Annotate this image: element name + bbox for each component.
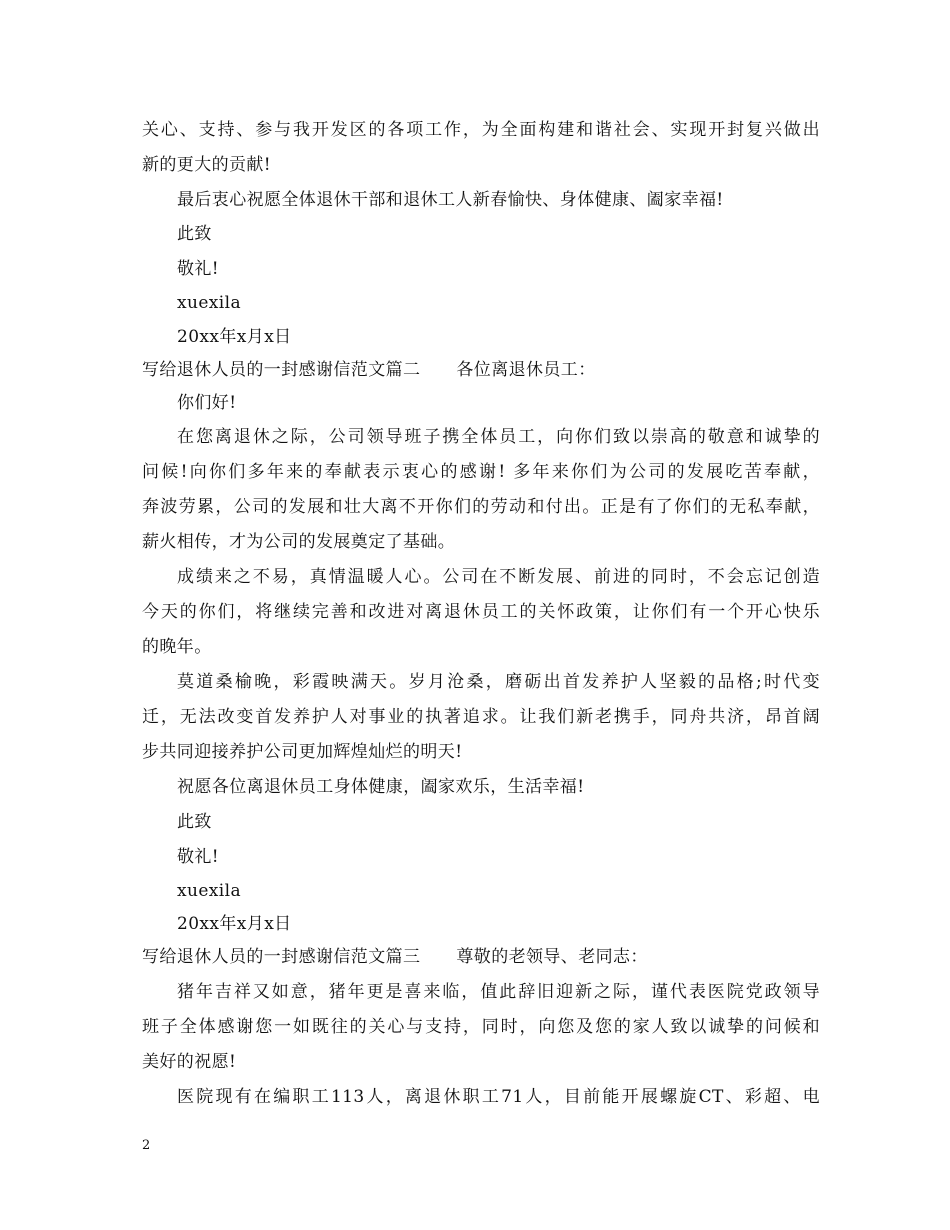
signature-date: 20xx年x月x日 bbox=[177, 327, 292, 347]
paragraph-line: 美好的祝愿! bbox=[142, 1052, 237, 1072]
paragraph-line: 新的更大的贡献! bbox=[142, 155, 272, 175]
paragraph-line: 步共同迎接养护公司更加辉煌灿烂的明天! bbox=[142, 742, 463, 762]
paragraph-line: 班子全体感谢您一如既往的关心与支持，同时，向您及您的家人致以诚挚的问候和 bbox=[142, 1017, 820, 1037]
signature-date: 20xx年x月x日 bbox=[177, 914, 292, 934]
signature-name: xuexila bbox=[177, 293, 241, 313]
paragraph-line: 今天的你们，将继续完善和改进对离退休员工的关怀政策，让你们有一个开心快乐 bbox=[142, 602, 820, 622]
section-heading-3 bbox=[142, 946, 648, 968]
closing-regards: 敬礼! bbox=[177, 259, 220, 279]
section-heading-2 bbox=[142, 359, 596, 381]
paragraph-line: 猪年吉祥又如意，猪年更是喜来临，值此辞旧迎新之际，谨代表医院党政领导 bbox=[177, 982, 820, 1002]
paragraph-line: 莫道桑榆晚，彩霞映满天。岁月沧桑，磨砺出首发养护人坚毅的品格;时代变 bbox=[177, 672, 820, 692]
paragraph-line: 迁，无法改变首发养护人对事业的执著追求。让我们新老携手，同舟共济，昂首阔 bbox=[142, 707, 820, 727]
section-salutation: 尊敬的老领导、老同志： bbox=[456, 947, 648, 967]
section-title: 写给退休人员的一封感谢信范文篇三 bbox=[142, 947, 421, 967]
paragraph-line: 成绩来之不易，真情温暖人心。公司在不断发展、前进的同时，不会忘记创造 bbox=[177, 567, 820, 587]
page-number: 2 bbox=[142, 1138, 151, 1153]
greeting-line: 你们好! bbox=[177, 393, 237, 413]
section-salutation: 各位离退休员工： bbox=[456, 360, 596, 380]
paragraph-line: 最后衷心祝愿全体退休干部和退休工人新春愉快、身体健康、阖家幸福! bbox=[177, 190, 724, 210]
section-title: 写给退休人员的一封感谢信范文篇二 bbox=[142, 360, 421, 380]
paragraph-line: 问候!向你们多年来的奉献表示衷心的感谢! 多年来你们为公司的发展吃苦奉献， bbox=[142, 462, 820, 482]
paragraph-line: 薪火相传，才为公司的发展奠定了基础。 bbox=[142, 532, 456, 552]
signature-name: xuexila bbox=[177, 881, 241, 901]
paragraph-line: 医院现有在编职工113人，离退休职工71人，目前能开展螺旋CT、彩超、电 bbox=[177, 1087, 820, 1107]
closing-line: 此致 bbox=[177, 224, 212, 244]
paragraph-line: 在您离退休之际，公司领导班子携全体员工，向你们致以崇高的敬意和诚挚的 bbox=[177, 427, 820, 447]
paragraph-line: 关心、支持、参与我开发区的各项工作，为全面构建和谐社会、实现开封复兴做出 bbox=[142, 120, 820, 140]
closing-regards: 敬礼! bbox=[177, 847, 220, 867]
paragraph-line: 祝愿各位离退休员工身体健康，阖家欢乐，生活幸福! bbox=[177, 777, 585, 797]
closing-line: 此致 bbox=[177, 812, 212, 832]
paragraph-line: 的晚年。 bbox=[142, 637, 212, 657]
paragraph-line: 奔波劳累，公司的发展和壮大离不开你们的劳动和付出。正是有了你们的无私奉献， bbox=[142, 497, 820, 517]
